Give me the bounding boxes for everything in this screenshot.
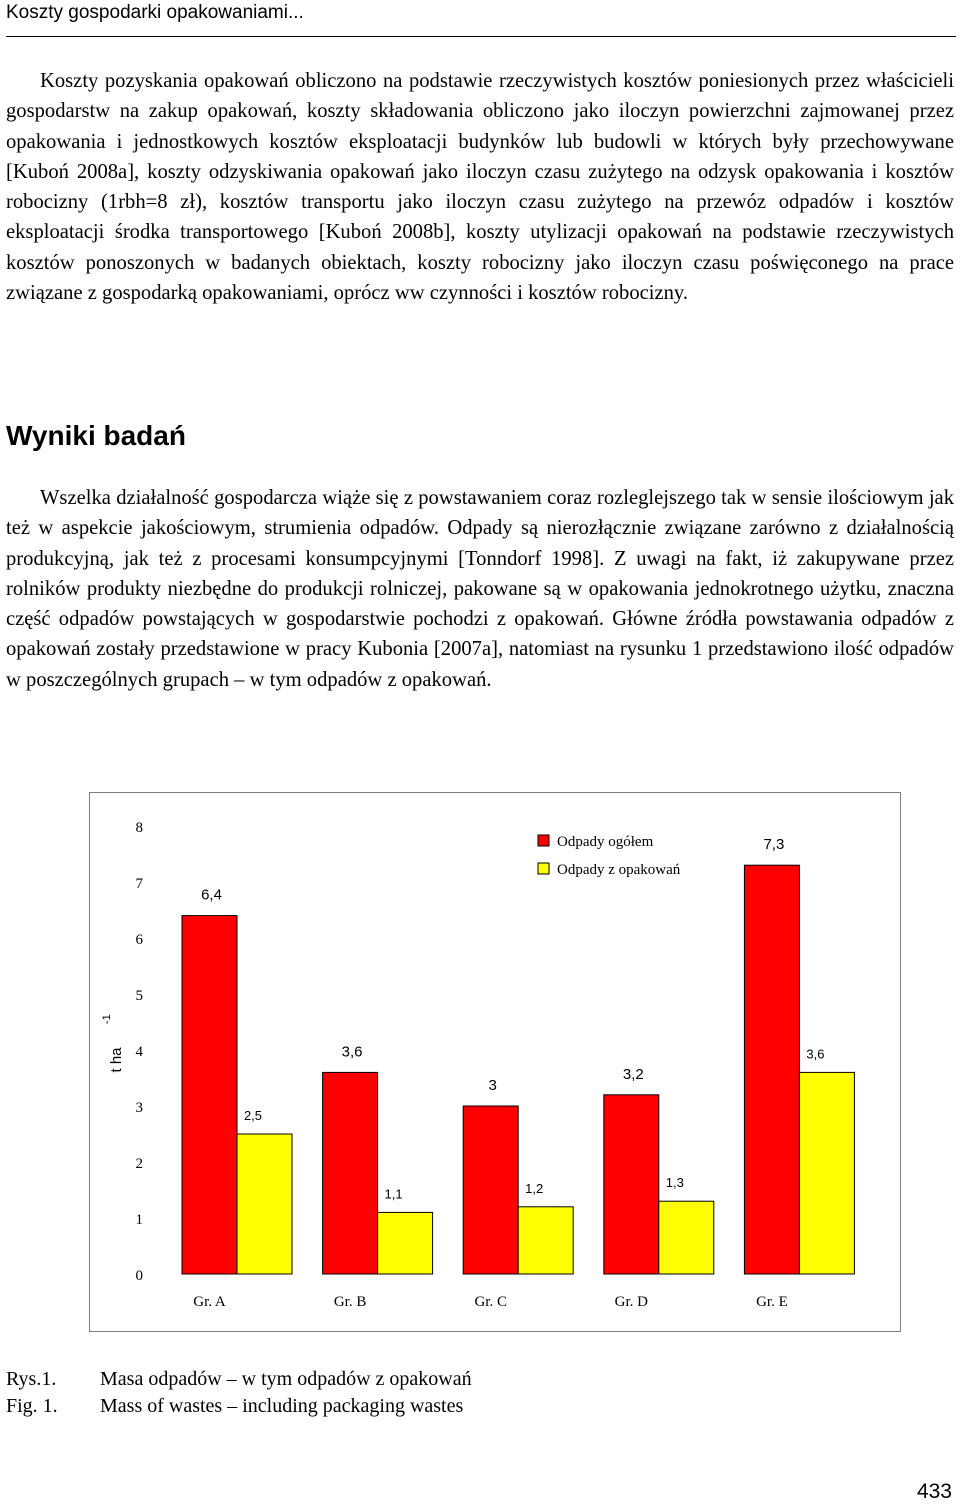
y-tick-label: 6 — [135, 932, 143, 948]
y-tick-label: 2 — [135, 1156, 143, 1172]
x-tick-label: Gr. A — [193, 1294, 226, 1310]
caption-label-pl: Rys.1. — [6, 1368, 57, 1390]
x-tick-label: Gr. C — [474, 1294, 507, 1310]
legend-swatch — [538, 863, 549, 874]
y-tick-label: 7 — [135, 876, 143, 892]
bar-chart — [90, 793, 902, 1333]
data-label: 1,3 — [665, 1175, 684, 1191]
legend-label: Odpady z opakowań — [557, 862, 681, 878]
x-tick-label: Gr. B — [333, 1294, 367, 1310]
x-tick-label: Gr. E — [756, 1294, 788, 1310]
paragraph-1: Koszty pozyskania opakowań obliczono na podstawie rzeczywistych kosztów poniesionych przez właścicieli gospodarstw na zakup opakowań, koszty składowania obliczono jako iloczyn powierzchni zajmowanej przez opakowania i jednostkowych kosztów eksploatacji budynków lub budowli w których były przechowywane [Kuboń 2008a], koszty odzyskiwania opakowań jako iloczyn czasu zużytego na odzysk opakowania i kosztów robocizny (1rbh=8 zł), kosztów transportu jako iloczyn czasu zużytego na przewóz odpadów i kosztów eksploatacji środka transportowego [Kuboń 2008b], koszty utylizacji opakowań na podstawie rzeczywistych kosztów ponoszonych w badanych obiektach, koszty robocizny jako iloczyn czasu poświęconego na prace związane z gospodarką opakowaniami, oprócz ww czynności i kosztów robocizny. — [6, 70, 954, 305]
data-label: 2,5 — [243, 1108, 263, 1123]
bar-total — [463, 1106, 518, 1274]
page-number: 433 — [916, 1480, 952, 1503]
data-label: 1,2 — [525, 1180, 544, 1196]
data-label: 3,6 — [341, 1043, 363, 1061]
bar-packaging — [378, 1212, 433, 1274]
bar-total — [182, 916, 237, 1274]
paragraph-2: Wszelka działalność gospodarcza wiąże się z powstawaniem coraz rozleglejszego tak w sensie ilościowym jak też w aspekcie jakościowym, strumienia odpadów. Odpady są nierozłącznie związane zarówno z działalnością produkcyjną, jak też z procesami konsumpcyjnymi [Tonndorf 1998]. Z uwagi na fakt, iż zakupywane przez rolników produkty niezbędne do produkcji rolniczej, pakowane są w opakowania jednokrotnego użytku, znaczna część odpadów powstających w gospodarstwie pochodzi z opakowań. Główne źródła powstawania odpadów z opakowań zostały przedstawione w pracy Kubonia [2007a], natomiast na rysunku 1 przedstawiono ilość odpadów w poszczególnych grupach – w tym odpadów z opakowań. — [6, 487, 954, 691]
y-tick-label: 3 — [135, 1100, 143, 1116]
caption-text-en: Mass of wastes – including packaging wastes — [100, 1395, 464, 1417]
data-label: 3,6 — [806, 1046, 825, 1062]
y-tick-label: 1 — [135, 1212, 143, 1228]
y-axis-label: t ha — [108, 1047, 125, 1073]
bar-packaging — [237, 1134, 292, 1274]
figure-chart — [89, 792, 901, 1332]
legend-label: Odpady ogółem — [557, 834, 654, 850]
bar-packaging — [799, 1072, 854, 1274]
caption-label-en: Fig. 1. — [6, 1395, 58, 1417]
section-heading: Wyniki badań — [6, 420, 186, 451]
bar-packaging — [518, 1207, 573, 1274]
bar-packaging — [659, 1201, 714, 1274]
y-tick-label: 4 — [135, 1044, 143, 1060]
data-label: 6,4 — [201, 886, 222, 904]
data-label: 3 — [488, 1077, 497, 1094]
y-tick-label: 0 — [135, 1268, 143, 1284]
y-tick-label: 8 — [135, 820, 143, 836]
y-tick-label: 5 — [135, 988, 143, 1004]
y-axis-label-superscript: -1 — [101, 1014, 113, 1025]
data-label: 1,1 — [384, 1186, 403, 1202]
caption-text-pl: Masa odpadów – w tym odpadów z opakowań — [100, 1368, 472, 1390]
bar-total — [744, 865, 799, 1274]
running-head: Koszty gospodarki opakowaniami... — [6, 2, 304, 23]
legend-swatch — [538, 835, 549, 846]
bar-total — [323, 1072, 378, 1274]
header-rule — [6, 36, 956, 37]
bar-total — [604, 1095, 659, 1274]
data-label: 3,2 — [622, 1065, 644, 1083]
x-tick-label: Gr. D — [614, 1294, 648, 1310]
data-label: 7,3 — [763, 836, 785, 854]
